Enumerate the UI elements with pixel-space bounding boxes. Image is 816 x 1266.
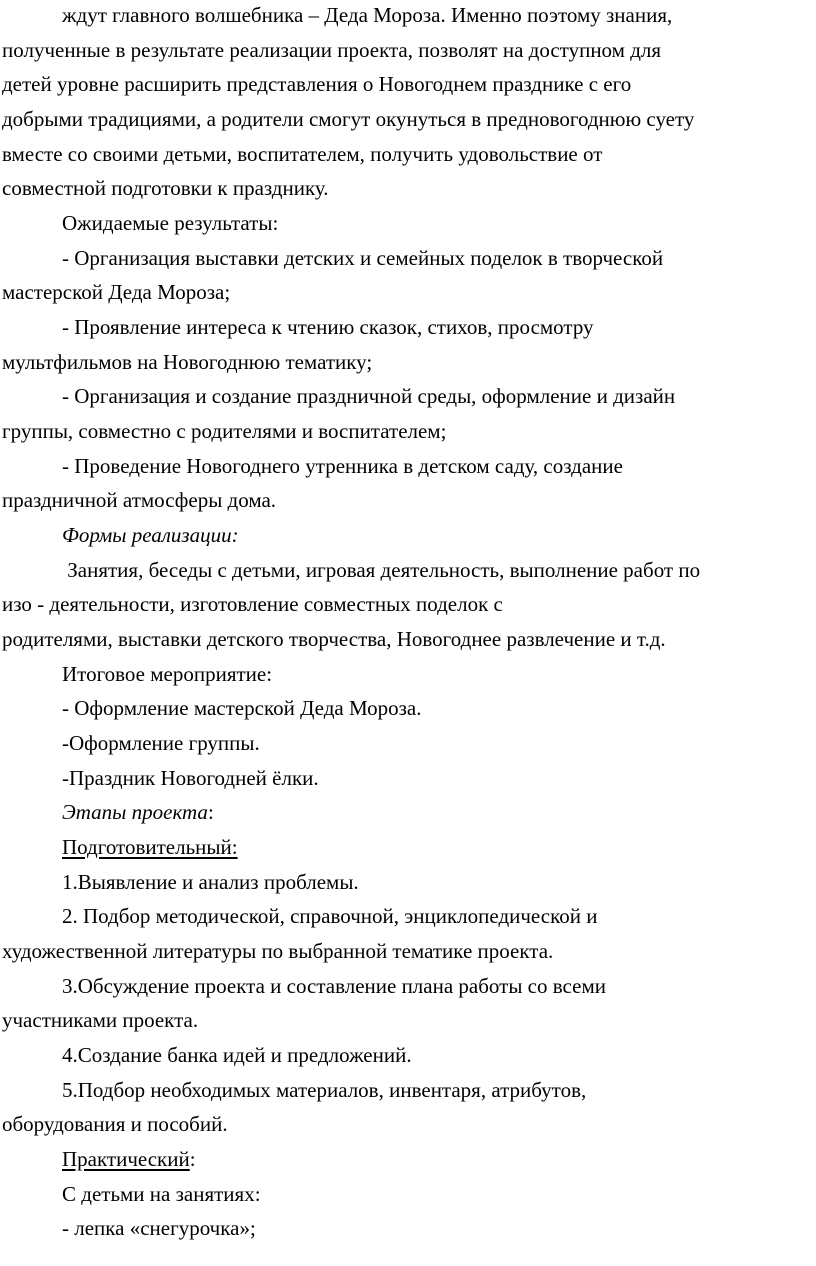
intro-line: ждут главного волшебника – Деда Мороза. Именно поэтому знания, <box>62 3 673 27</box>
results-item: - Проявление интереса к чтению сказок, стихов, просмотру <box>62 315 594 339</box>
preparatory-item: 2. Подбор методической, справочной, энциклопедической и <box>62 904 598 928</box>
practical-title-colon: : <box>189 1147 196 1171</box>
stages-heading-line <box>62 797 214 827</box>
intro-line: вместе со своими детьми, воспитателем, получить удовольствие от <box>2 142 603 166</box>
preparatory-item-cont: оборудования и пособий. <box>2 1112 228 1136</box>
results-item: - Организация выставки детских и семейных поделок в творческой <box>62 246 664 270</box>
preparatory-item-cont: участниками проекта. <box>2 1008 199 1032</box>
practical-title-line <box>62 1144 196 1174</box>
results-item-cont: группы, совместно с родителями и воспитателем; <box>2 419 447 443</box>
results-item-cont: мастерской Деда Мороза; <box>2 280 231 304</box>
forms-line: изо - деятельности, изготовление совместных поделок с <box>2 592 503 616</box>
intro-line: совместной подготовки к празднику. <box>2 176 329 200</box>
results-item: - Организация и создание праздничной среды, оформление и дизайн <box>62 384 676 408</box>
final-event-item: -Оформление группы. <box>62 731 260 755</box>
stages-heading-colon: : <box>207 800 214 824</box>
final-event-item: -Праздник Новогодней ёлки. <box>62 766 319 790</box>
practical-title: Практический <box>62 1147 190 1171</box>
results-item-cont: мультфильмов на Новогоднюю тематику; <box>2 350 373 374</box>
practical-item: - лепка «снегурочка»; <box>62 1216 256 1240</box>
practical-subheading: С детьми на занятиях: <box>62 1182 261 1206</box>
final-event-item: - Оформление мастерской Деда Мороза. <box>62 696 422 720</box>
preparatory-title: Подготовительный: <box>62 835 238 859</box>
preparatory-item: 3.Обсуждение проекта и составление плана работы со всеми <box>62 974 606 998</box>
preparatory-item: 5.Подбор необходимых материалов, инвентаря, атрибутов, <box>62 1078 587 1102</box>
intro-line: добрыми традициями, а родители смогут окунуться в предновогоднюю суету <box>2 107 695 131</box>
results-heading: Ожидаемые результаты: <box>62 211 279 235</box>
intro-line: полученные в результате реализации проекта, позволят на доступном для <box>2 38 662 62</box>
forms-line: родителями, выставки детского творчества, Новогоднее развлечение и т.д. <box>2 627 666 651</box>
stages-heading: Этапы проекта <box>62 800 208 824</box>
results-item-cont: праздничной атмосферы дома. <box>2 488 277 512</box>
forms-heading: Формы реализации: <box>62 523 239 547</box>
forms-line: Занятия, беседы с детьми, игровая деятельность, выполнение работ по <box>62 558 701 582</box>
intro-line: детей уровне расширить представления о Новогоднем празднике с его <box>2 72 632 96</box>
preparatory-item-cont: художественной литературы по выбранной тематике проекта. <box>2 939 554 963</box>
results-item: - Проведение Новогоднего утренника в детском саду, создание <box>62 454 623 478</box>
final-event-heading: Итоговое мероприятие: <box>62 662 273 686</box>
preparatory-item: 1.Выявление и анализ проблемы. <box>62 870 359 894</box>
preparatory-item: 4.Создание банка идей и предложений. <box>62 1043 412 1067</box>
